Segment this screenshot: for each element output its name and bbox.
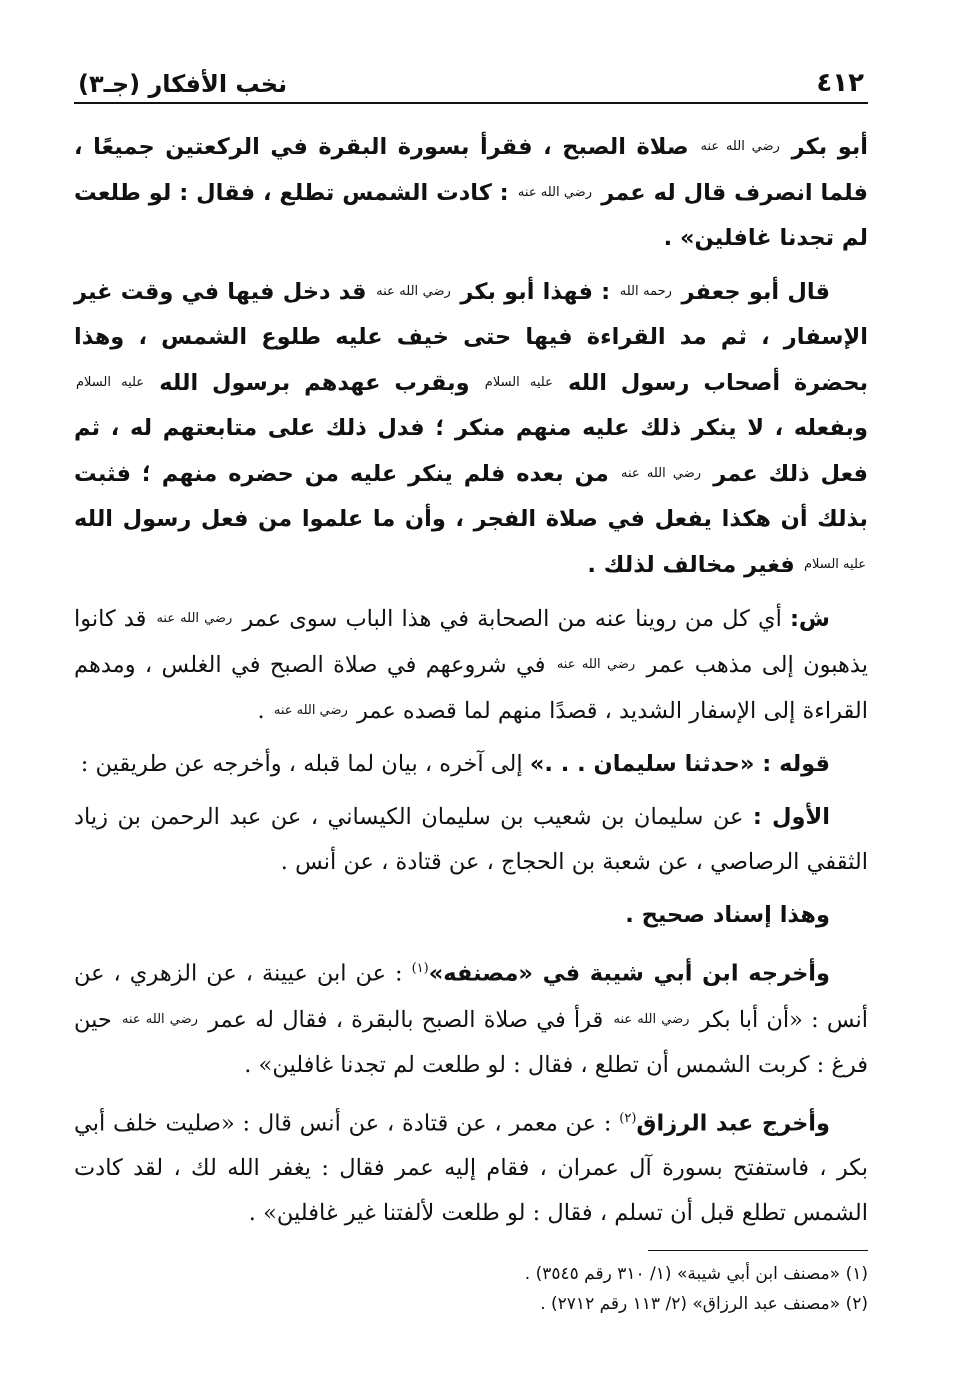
honorific-salla: عليه السلام <box>803 557 866 572</box>
paragraph-4 <box>74 742 868 787</box>
footnote-1: (١) «مصنف ابن أبي شيبة» (١/ ٣١٠ رقم ٣٥٤٥) . <box>524 1264 868 1284</box>
text-run: إلى آخره ، بيان لما قبله ، وأخرجه عن طريقين : <box>80 751 523 777</box>
text-run: أبو بكر <box>791 134 868 160</box>
text-run: قد كانوا يذهبون إلى مذهب عمر <box>74 606 868 678</box>
quoted-lead: قوله : «حدثنا سليمان . . .» <box>529 751 830 777</box>
footnote-ref-2: (٢) <box>619 1110 637 1126</box>
honorific-radi: رضي الله عنه <box>376 284 451 299</box>
honorific-salla: عليه السلام <box>76 375 145 390</box>
text-run: وبفعله ، لا ينكر ذلك عليه منهم منكر ؛ فدل ذلك على متابعتهم له ، ثم فعل ذلك عمر <box>74 415 869 487</box>
page <box>74 62 868 1319</box>
text-run: صلاة الصبح ، فقرأ بسورة البقرة في الركعتين جميعًا ، فلما انصرف قال له عمر <box>74 134 868 206</box>
section-lead: وأخرج عبد الرزاق <box>636 1110 830 1136</box>
paragraph-5 <box>74 795 868 885</box>
text-run: قال أبو جعفر <box>681 279 831 305</box>
honorific-radi: رضي الله عنه <box>621 466 702 481</box>
text-run: حين فرغ : كربت الشمس أن تطلع ، فقال : لو طلعت لم تجدنا غافلين» . <box>74 1006 868 1078</box>
text-run: فغير مخالف لذلك . <box>587 552 795 578</box>
commentary-marker: ش: <box>789 606 830 632</box>
paragraph-6 <box>74 893 868 938</box>
honorific-radi: رضي الله عنه <box>273 703 348 718</box>
honorific-rahimahu: رحمه الله <box>619 284 672 299</box>
paragraph-7 <box>74 946 868 1088</box>
page-header <box>74 62 868 104</box>
text-run: : عن ابن عيينة ، عن الزهري ، عن أنس : «أن أبا بكر <box>74 960 869 1033</box>
paragraph-2 <box>74 269 868 588</box>
honorific-radi: رضي الله عنه <box>700 139 780 154</box>
footnote-divider <box>648 1250 868 1251</box>
text-run: أي كل من روينا عنه من الصحابة في هذا الباب سوى عمر <box>242 606 782 632</box>
paragraph-1 <box>74 124 868 261</box>
honorific-radi: رضي الله عنه <box>556 657 636 672</box>
text-run: . <box>257 698 265 724</box>
text-run: وهذا إسناد صحيح . <box>625 902 830 928</box>
honorific-radi: رضي الله عنه <box>517 185 592 200</box>
running-title: نخب الأفكار (جـ٣) <box>78 70 288 98</box>
text-run: قرأ في صلاة الصبح بالبقرة ، فقال له عمر <box>208 1006 604 1033</box>
text-run: : فهذا أبو بكر <box>460 279 611 305</box>
footnotes <box>74 1259 868 1319</box>
page-number: ٤١٢ <box>816 68 864 98</box>
honorific-radi: رضي الله عنه <box>122 1011 198 1027</box>
text-run: : كادت الشمس تطلع ، فقال : لو طلعت لم تجدنا غافلين» . <box>74 180 868 251</box>
honorific-salla: عليه السلام <box>484 375 553 390</box>
paragraph-8 <box>74 1096 868 1237</box>
text-run: في شروعهم في صلاة الصبح في الغلس ، ومدهم القراءة إلى الإسفار الشديد ، قصدًا منهم لما قصده عمر <box>74 652 868 724</box>
footnote-ref-1: (١) <box>411 961 429 976</box>
text-run: قد دخل فيها في وقت غير الإسفار ، ثم مد القراءة فيها حتى خيف عليه طلوع الشمس ، وهذا بحضرة أصحاب رسول الله <box>74 279 869 396</box>
section-lead: وأخرجه ابن أبي شيبة في «مصنفه» <box>428 960 831 987</box>
page-body <box>74 124 868 1319</box>
paragraph-3 <box>74 596 868 734</box>
section-lead: الأول : <box>752 804 831 830</box>
text-run: وبقرب عهدهم برسول الله <box>159 370 470 396</box>
honorific-radi: رضي الله عنه <box>613 1011 690 1027</box>
text-run: : عن معمر ، عن قتادة ، عن أنس قال : «صليت خلف أبي بكر ، فاستفتح بسورة آل عمران ، فقام إليه عمر فقال : يغفر الله لك ، لقد كادت الشمس تطلع قبل أن تسلم ، فقال : لو طلعت لألفتنا غير غافلين» . <box>74 1110 868 1226</box>
text-run: من بعده فلم ينكر عليه من حضره منهم ؛ فثبت بذلك أن هكذا يفعل في صلاة الفجر ، وأن ما علموا من فعل رسول الله <box>74 461 868 532</box>
footnote-2: (٢) «مصنف عبد الرزاق» (٢/ ١١٣ رقم ٢٧١٢) . <box>540 1294 868 1314</box>
honorific-radi: رضي الله عنه <box>156 611 233 626</box>
text-run: عن سليمان بن شعيب بن سليمان الكيساني ، عن عبد الرحمن بن زياد الثقفي الرصاصي ، عن شعبة بن الحجاج ، عن قتادة ، عن أنس . <box>74 804 868 875</box>
